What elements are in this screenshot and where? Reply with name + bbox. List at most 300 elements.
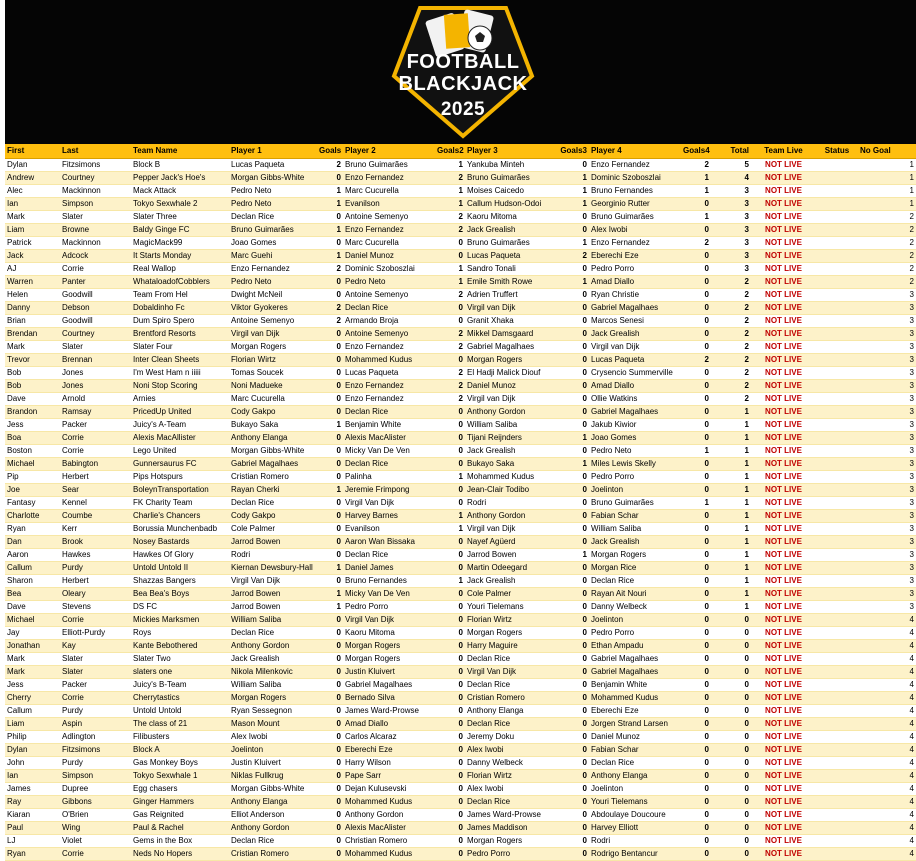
cell-total[interactable]: 0 [711,783,751,796]
cell-player-3[interactable]: Tijani Reijnders [465,432,557,445]
cell-first[interactable]: Jess [5,419,60,432]
cell-player-3[interactable]: Anthony Gordon [465,406,557,419]
cell-player-1[interactable]: Anthony Elanga [229,796,317,809]
cell-last[interactable]: Babington [60,458,131,471]
cell-goals3[interactable]: 0 [557,328,589,341]
cell-goals[interactable]: 0 [317,835,343,848]
table-row[interactable] [5,640,916,653]
cell-player-2[interactable]: Antoine Semenyo [343,328,435,341]
cell-goals3[interactable]: 0 [557,263,589,276]
table-row[interactable] [5,237,916,250]
cell-goals4[interactable]: 0 [681,536,711,549]
cell-goals2[interactable]: 0 [435,848,465,861]
cell-first[interactable]: Boston [5,445,60,458]
cell-total[interactable]: 0 [711,796,751,809]
cell-first[interactable]: Warren [5,276,60,289]
cell-first[interactable]: Dave [5,393,60,406]
cell-player-3[interactable]: Declan Rice [465,679,557,692]
table-row[interactable] [5,497,916,510]
cell-last[interactable]: Slater [60,341,131,354]
cell-goals4[interactable]: 0 [681,380,711,393]
cell-status[interactable] [816,770,858,783]
cell-team-name[interactable]: Baldy Ginge FC [131,224,229,237]
cell-player-1[interactable]: Lucas Paqueta [229,159,317,172]
cell-player-4[interactable]: Gabriel Magalhaes [589,653,681,666]
cell-status[interactable] [816,562,858,575]
cell-team-name[interactable]: Block B [131,159,229,172]
cell-player-2[interactable]: Evanilson [343,198,435,211]
cell-player-2[interactable]: Enzo Fernandez [343,172,435,185]
table-row[interactable] [5,211,916,224]
cell-goals2[interactable]: 0 [435,562,465,575]
cell-goals4[interactable]: 2 [681,159,711,172]
cell-player-3[interactable]: Declan Rice [465,718,557,731]
cell-total[interactable]: 2 [711,315,751,328]
cell-goals2[interactable]: 0 [435,640,465,653]
cell-player-4[interactable]: Eberechi Eze [589,705,681,718]
cell-team-live[interactable]: NOT LIVE [751,757,816,770]
cell-goals4[interactable]: 0 [681,562,711,575]
cell-team-live[interactable]: NOT LIVE [751,250,816,263]
cell-status[interactable] [816,679,858,692]
cell-player-4[interactable]: Alex Iwobi [589,224,681,237]
cell-status[interactable] [816,393,858,406]
cell-goals3[interactable]: 0 [557,640,589,653]
cell-first[interactable]: Bea [5,588,60,601]
cell-player-1[interactable]: Joao Gomes [229,237,317,250]
cell-player-4[interactable]: Georginio Rutter [589,198,681,211]
cell-first[interactable]: Jay [5,627,60,640]
cell-goals3[interactable]: 0 [557,510,589,523]
cell-goals4[interactable]: 0 [681,393,711,406]
cell-player-1[interactable]: Joelinton [229,744,317,757]
cell-no-goal[interactable]: 2 [858,276,916,289]
cell-goals4[interactable]: 0 [681,341,711,354]
cell-player-4[interactable]: Joelinton [589,484,681,497]
cell-goals[interactable]: 0 [317,770,343,783]
cell-player-1[interactable]: Kiernan Dewsbury-Hall [229,562,317,575]
table-row[interactable] [5,588,916,601]
cell-team-live[interactable]: NOT LIVE [751,614,816,627]
cell-first[interactable]: Dylan [5,159,60,172]
cell-status[interactable] [816,757,858,770]
cell-player-4[interactable]: Youri Tielemans [589,796,681,809]
cell-team-name[interactable]: Pips Hotspurs [131,471,229,484]
cell-first[interactable]: Fantasy [5,497,60,510]
cell-no-goal[interactable]: 3 [858,536,916,549]
cell-team-live[interactable]: NOT LIVE [751,380,816,393]
table-row[interactable] [5,601,916,614]
cell-player-2[interactable]: Palinha [343,471,435,484]
col-header-player-4[interactable]: Player 4 [589,144,681,159]
cell-player-3[interactable]: James Maddison [465,822,557,835]
cell-goals3[interactable]: 1 [557,172,589,185]
cell-team-live[interactable]: NOT LIVE [751,770,816,783]
cell-goals3[interactable]: 0 [557,731,589,744]
cell-player-4[interactable]: Ryan Christie [589,289,681,302]
cell-no-goal[interactable]: 3 [858,458,916,471]
cell-player-3[interactable]: Virgil van Dijk [465,302,557,315]
table-row[interactable] [5,445,916,458]
cell-no-goal[interactable]: 1 [858,198,916,211]
cell-first[interactable]: Patrick [5,237,60,250]
cell-player-3[interactable]: Cole Palmer [465,588,557,601]
col-header-goals2[interactable]: Goals2 [435,144,465,159]
cell-goals3[interactable]: 0 [557,367,589,380]
cell-status[interactable] [816,744,858,757]
cell-team-name[interactable]: Gems in the Box [131,835,229,848]
cell-player-4[interactable]: Miles Lewis Skelly [589,458,681,471]
cell-goals4[interactable]: 0 [681,666,711,679]
cell-team-name[interactable]: Alexis MacAllister [131,432,229,445]
cell-goals2[interactable]: 0 [435,536,465,549]
cell-team-live[interactable]: NOT LIVE [751,406,816,419]
cell-goals[interactable]: 2 [317,159,343,172]
cell-player-4[interactable]: Gabriel Magalhaes [589,666,681,679]
cell-last[interactable]: Dupree [60,783,131,796]
cell-player-2[interactable]: Morgan Rogers [343,653,435,666]
table-row[interactable] [5,510,916,523]
table-row[interactable] [5,471,916,484]
cell-status[interactable] [816,835,858,848]
cell-goals2[interactable]: 1 [435,575,465,588]
cell-goals3[interactable]: 0 [557,614,589,627]
table-row[interactable] [5,302,916,315]
cell-goals4[interactable]: 0 [681,458,711,471]
cell-player-3[interactable]: Daniel Munoz [465,380,557,393]
cell-no-goal[interactable]: 3 [858,445,916,458]
cell-goals[interactable]: 0 [317,471,343,484]
cell-team-name[interactable]: Dobaldinho Fc [131,302,229,315]
cell-status[interactable] [816,419,858,432]
cell-no-goal[interactable]: 4 [858,679,916,692]
cell-total[interactable]: 1 [711,575,751,588]
cell-player-3[interactable]: Jarrod Bowen [465,549,557,562]
cell-first[interactable]: Mark [5,211,60,224]
cell-last[interactable]: Brook [60,536,131,549]
cell-no-goal[interactable]: 3 [858,432,916,445]
cell-first[interactable]: Paul [5,822,60,835]
cell-goals4[interactable]: 0 [681,744,711,757]
cell-goals4[interactable]: 0 [681,614,711,627]
cell-first[interactable]: Callum [5,562,60,575]
cell-goals3[interactable]: 0 [557,627,589,640]
table-row[interactable] [5,848,916,861]
cell-total[interactable]: 1 [711,458,751,471]
cell-total[interactable]: 0 [711,718,751,731]
table-row[interactable] [5,406,916,419]
cell-status[interactable] [816,718,858,731]
cell-total[interactable]: 1 [711,562,751,575]
cell-no-goal[interactable]: 2 [858,224,916,237]
cell-last[interactable]: Fitzsimons [60,159,131,172]
cell-player-3[interactable]: El Hadji Malick Diouf [465,367,557,380]
cell-player-2[interactable]: Anthony Gordon [343,809,435,822]
cell-first[interactable]: Liam [5,224,60,237]
cell-total[interactable]: 1 [711,588,751,601]
cell-goals3[interactable]: 0 [557,744,589,757]
cell-goals2[interactable]: 0 [435,770,465,783]
cell-status[interactable] [816,380,858,393]
cell-last[interactable]: Goodwill [60,315,131,328]
cell-first[interactable]: Jess [5,679,60,692]
cell-goals3[interactable]: 1 [557,458,589,471]
cell-goals[interactable]: 1 [317,484,343,497]
cell-goals3[interactable]: 0 [557,809,589,822]
cell-team-live[interactable]: NOT LIVE [751,367,816,380]
cell-player-3[interactable]: Virgil van Dijk [465,523,557,536]
cell-goals[interactable]: 0 [317,380,343,393]
cell-player-2[interactable]: Declan Rice [343,549,435,562]
cell-team-name[interactable]: PricedUp United [131,406,229,419]
cell-player-1[interactable]: Pedro Neto [229,185,317,198]
cell-team-name[interactable]: Team From Hel [131,289,229,302]
cell-goals4[interactable]: 0 [681,419,711,432]
table-row[interactable] [5,627,916,640]
cell-last[interactable]: Mackinnon [60,237,131,250]
cell-first[interactable]: Trevor [5,354,60,367]
cell-goals2[interactable]: 0 [435,588,465,601]
cell-player-4[interactable]: Jack Grealish [589,328,681,341]
cell-goals4[interactable]: 0 [681,471,711,484]
cell-no-goal[interactable]: 4 [858,757,916,770]
cell-goals2[interactable]: 0 [435,653,465,666]
cell-player-3[interactable]: Harry Maguire [465,640,557,653]
cell-goals3[interactable]: 0 [557,705,589,718]
cell-total[interactable]: 2 [711,328,751,341]
cell-player-3[interactable]: Declan Rice [465,653,557,666]
cell-goals4[interactable]: 0 [681,835,711,848]
cell-goals4[interactable]: 0 [681,718,711,731]
cell-goals4[interactable]: 0 [681,809,711,822]
cell-status[interactable] [816,198,858,211]
cell-first[interactable]: Michael [5,458,60,471]
cell-player-4[interactable]: Rodri [589,835,681,848]
table-row[interactable] [5,705,916,718]
table-row[interactable] [5,250,916,263]
cell-player-4[interactable]: Pedro Porro [589,627,681,640]
cell-player-1[interactable]: Morgan Gibbs-White [229,445,317,458]
cell-last[interactable]: Kerr [60,523,131,536]
cell-team-live[interactable]: NOT LIVE [751,354,816,367]
cell-first[interactable]: Bob [5,380,60,393]
cell-goals4[interactable]: 1 [681,445,711,458]
cell-team-live[interactable]: NOT LIVE [751,510,816,523]
cell-player-4[interactable]: Enzo Fernandez [589,159,681,172]
table-row[interactable] [5,458,916,471]
table-row[interactable] [5,731,916,744]
cell-goals4[interactable]: 0 [681,640,711,653]
table-row[interactable] [5,562,916,575]
cell-team-name[interactable]: Gas Reignited [131,809,229,822]
cell-goals3[interactable]: 0 [557,341,589,354]
cell-team-live[interactable]: NOT LIVE [751,601,816,614]
cell-last[interactable]: Herbert [60,575,131,588]
cell-goals4[interactable]: 2 [681,354,711,367]
cell-player-2[interactable]: Daniel James [343,562,435,575]
cell-team-name[interactable]: Block A [131,744,229,757]
cell-player-4[interactable]: Bruno Guimarães [589,497,681,510]
cell-no-goal[interactable]: 3 [858,497,916,510]
cell-last[interactable]: Purdy [60,562,131,575]
cell-goals[interactable]: 0 [317,237,343,250]
cell-player-1[interactable]: Morgan Rogers [229,692,317,705]
cell-no-goal[interactable]: 3 [858,471,916,484]
cell-first[interactable]: Brian [5,315,60,328]
cell-no-goal[interactable]: 4 [858,848,916,861]
cell-no-goal[interactable]: 4 [858,770,916,783]
cell-no-goal[interactable]: 3 [858,354,916,367]
cell-status[interactable] [816,783,858,796]
cell-no-goal[interactable]: 4 [858,822,916,835]
cell-no-goal[interactable]: 3 [858,302,916,315]
cell-team-live[interactable]: NOT LIVE [751,198,816,211]
cell-player-3[interactable]: Callum Hudson-Odoi [465,198,557,211]
table-row[interactable] [5,692,916,705]
cell-goals2[interactable]: 0 [435,744,465,757]
cell-player-2[interactable]: Benjamin White [343,419,435,432]
cell-team-live[interactable]: NOT LIVE [751,549,816,562]
cell-last[interactable]: Slater [60,211,131,224]
cell-player-1[interactable]: Noni Madueke [229,380,317,393]
cell-player-4[interactable]: Pedro Porro [589,263,681,276]
table-row[interactable] [5,744,916,757]
cell-player-3[interactable]: Martin Odeegard [465,562,557,575]
cell-team-live[interactable]: NOT LIVE [751,328,816,341]
cell-player-4[interactable]: Daniel Munoz [589,731,681,744]
cell-first[interactable]: Philip [5,731,60,744]
cell-player-4[interactable]: Jorgen Strand Larsen [589,718,681,731]
cell-goals[interactable]: 0 [317,445,343,458]
cell-status[interactable] [816,627,858,640]
cell-goals[interactable]: 0 [317,497,343,510]
table-row[interactable] [5,653,916,666]
cell-player-1[interactable]: Anthony Elanga [229,432,317,445]
cell-status[interactable] [816,510,858,523]
cell-no-goal[interactable]: 1 [858,185,916,198]
cell-goals2[interactable]: 0 [435,601,465,614]
cell-status[interactable] [816,250,858,263]
cell-player-4[interactable]: Declan Rice [589,575,681,588]
cell-team-name[interactable]: BoleynTransportation [131,484,229,497]
cell-total[interactable]: 0 [711,627,751,640]
cell-team-live[interactable]: NOT LIVE [751,783,816,796]
cell-last[interactable]: Fitzsimons [60,744,131,757]
cell-player-2[interactable]: Marc Cucurella [343,185,435,198]
cell-no-goal[interactable]: 4 [858,640,916,653]
cell-team-live[interactable]: NOT LIVE [751,393,816,406]
cell-player-1[interactable]: Cristian Romero [229,848,317,861]
cell-team-live[interactable]: NOT LIVE [751,302,816,315]
cell-player-2[interactable]: Mohammed Kudus [343,796,435,809]
table-row[interactable] [5,185,916,198]
cell-no-goal[interactable]: 3 [858,549,916,562]
cell-team-live[interactable]: NOT LIVE [751,835,816,848]
cell-total[interactable]: 2 [711,341,751,354]
cell-player-2[interactable]: Declan Rice [343,302,435,315]
cell-player-3[interactable]: Jean-Clair Todibo [465,484,557,497]
cell-player-1[interactable]: Anthony Gordon [229,640,317,653]
cell-total[interactable]: 3 [711,211,751,224]
cell-first[interactable]: Brendan [5,328,60,341]
cell-player-2[interactable]: Carlos Alcaraz [343,731,435,744]
cell-player-1[interactable]: Florian Wirtz [229,354,317,367]
cell-no-goal[interactable]: 4 [858,627,916,640]
cell-no-goal[interactable]: 4 [858,731,916,744]
cell-player-3[interactable]: Moises Caicedo [465,185,557,198]
cell-team-live[interactable]: NOT LIVE [751,796,816,809]
cell-no-goal[interactable]: 2 [858,250,916,263]
cell-goals4[interactable]: 1 [681,185,711,198]
cell-no-goal[interactable]: 3 [858,601,916,614]
cell-goals4[interactable]: 0 [681,705,711,718]
cell-no-goal[interactable]: 3 [858,510,916,523]
cell-goals4[interactable]: 0 [681,848,711,861]
cell-team-name[interactable]: Cherrytastics [131,692,229,705]
cell-team-live[interactable]: NOT LIVE [751,224,816,237]
cell-goals[interactable]: 0 [317,679,343,692]
cell-goals4[interactable]: 1 [681,497,711,510]
cell-goals[interactable]: 0 [317,575,343,588]
cell-team-live[interactable]: NOT LIVE [751,666,816,679]
cell-goals3[interactable]: 0 [557,718,589,731]
cell-goals[interactable]: 0 [317,653,343,666]
cell-first[interactable]: Jonathan [5,640,60,653]
cell-goals[interactable]: 0 [317,744,343,757]
cell-first[interactable]: Ryan [5,848,60,861]
cell-player-3[interactable]: Danny Welbeck [465,757,557,770]
cell-goals3[interactable]: 0 [557,315,589,328]
cell-status[interactable] [816,822,858,835]
cell-goals2[interactable]: 0 [435,445,465,458]
cell-status[interactable] [816,497,858,510]
cell-total[interactable]: 1 [711,471,751,484]
cell-player-1[interactable]: Cole Palmer [229,523,317,536]
cell-player-2[interactable]: Antoine Semenyo [343,211,435,224]
cell-team-name[interactable]: Pepper Jack's Hoe's [131,172,229,185]
cell-status[interactable] [816,211,858,224]
cell-goals3[interactable]: 1 [557,276,589,289]
cell-team-live[interactable]: NOT LIVE [751,679,816,692]
cell-last[interactable]: Slater [60,653,131,666]
cell-player-4[interactable]: Benjamin White [589,679,681,692]
cell-goals4[interactable]: 1 [681,172,711,185]
cell-total[interactable]: 0 [711,835,751,848]
cell-player-3[interactable]: Jeremy Doku [465,731,557,744]
cell-no-goal[interactable]: 3 [858,289,916,302]
cell-goals4[interactable]: 0 [681,731,711,744]
cell-total[interactable]: 2 [711,302,751,315]
cell-player-4[interactable]: Abdoulaye Doucoure [589,809,681,822]
cell-player-2[interactable]: Virgil Van Dijk [343,614,435,627]
cell-player-1[interactable]: Declan Rice [229,211,317,224]
cell-player-1[interactable]: Viktor Gyokeres [229,302,317,315]
cell-player-1[interactable]: Declan Rice [229,497,317,510]
cell-player-1[interactable]: Jack Grealish [229,653,317,666]
cell-player-1[interactable]: Elliot Anderson [229,809,317,822]
cell-team-name[interactable]: Ginger Hammers [131,796,229,809]
cell-goals3[interactable]: 0 [557,419,589,432]
cell-last[interactable]: Simpson [60,198,131,211]
cell-status[interactable] [816,653,858,666]
cell-team-live[interactable]: NOT LIVE [751,640,816,653]
cell-team-live[interactable]: NOT LIVE [751,588,816,601]
cell-goals[interactable]: 0 [317,393,343,406]
cell-team-name[interactable]: Juicy's A-Team [131,419,229,432]
cell-goals2[interactable]: 0 [435,718,465,731]
cell-team-live[interactable]: NOT LIVE [751,523,816,536]
cell-player-2[interactable]: Evanilson [343,523,435,536]
